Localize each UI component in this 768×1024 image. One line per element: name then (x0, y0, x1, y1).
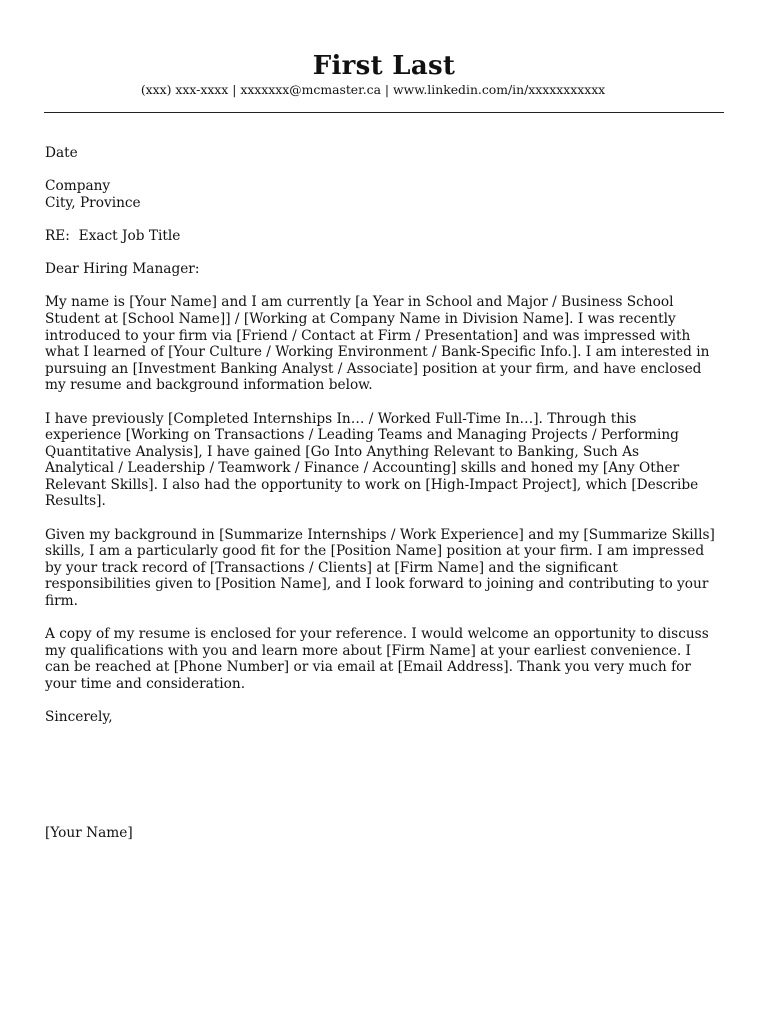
paragraph-line: Analytical / Leadership / Teamwork / Finance / Accounting] skills and honed my [Any Other (45, 460, 680, 477)
contact-line: (xxx) xxx-xxxx | xxxxxxx@mcmaster.ca | www.linkedin.com/in/xxxxxxxxxxx (140, 82, 606, 97)
paragraph-line: what I learned of [Your Culture / Working Environment / Bank-Specific Info.]. I am interested in (45, 344, 710, 361)
paragraph-line: Quantitative Analysis], I have gained [Go Into Anything Relevant to Banking, Such As (45, 443, 639, 460)
date-line: Date (45, 145, 78, 161)
paragraph-fit (45, 527, 735, 610)
signature-name: [Your Name] (45, 825, 133, 842)
paragraph-line: Student at [School Name]] / [Working at Company Name in Division Name]. I was recently (45, 310, 676, 327)
paragraph-line: A copy of my resume is enclosed for your reference. I would welcome an opportunity to discuss (45, 626, 709, 643)
paragraph-line: responsibilities given to [Position Name], and I look forward to joining and contributing to your (45, 576, 709, 593)
paragraph-line: my resume and background information below. (45, 377, 373, 394)
paragraph-line: my qualifications with you and learn more about [Firm Name] at your earliest convenience. I (45, 642, 691, 659)
paragraph-line: Given my background in [Summarize Internships / Work Experience] and my [Summarize Skills] (45, 526, 715, 543)
header-divider (44, 112, 724, 113)
paragraph-line: skills, I am a particularly good fit for the [Position Name] position at your firm. I am impressed (45, 543, 705, 560)
location-line: City, Province (45, 194, 141, 211)
paragraph-line: Relevant Skills]. I also had the opportunity to work on [High-Impact Project], which [Describe (45, 476, 699, 493)
paragraph-line: by your track record of [Transactions / Clients] at [Firm Name] and the significant (45, 559, 618, 576)
salutation: Dear Hiring Manager: (45, 261, 200, 278)
paragraph-experience (45, 411, 735, 511)
paragraph-closing (45, 626, 735, 692)
paragraph-line: I have previously [Completed Internships In… / Worked Full-Time In…]. Through this (45, 410, 637, 427)
applicant-name: First Last (312, 51, 456, 81)
paragraph-line: My name is [Your Name] and I am currently [a Year in School and Major / Business School (45, 294, 674, 311)
paragraph-intro (45, 294, 735, 394)
paragraph-line: can be reached at [Phone Number] or via email at [Email Address]. Thank you very much for (45, 659, 691, 676)
paragraph-line: introduced to your firm via [Friend / Contact at Firm / Presentation] and was impressed with (45, 327, 691, 344)
paragraph-line: firm. (45, 593, 79, 610)
letter-body (45, 145, 735, 842)
paragraph-line: your time and consideration. (45, 676, 246, 692)
paragraph-line: pursuing an [Investment Banking Analyst / Associate] position at your firm, and have enclosed (45, 360, 702, 377)
company-line: Company (45, 178, 111, 195)
closing-line: Sincerely, (45, 709, 113, 726)
paragraph-line: Results]. (45, 493, 106, 510)
subject-line: RE: Exact Job Title (45, 227, 181, 244)
paragraph-line: experience [Working on Transactions / Leading Teams and Managing Projects / Performing (45, 427, 679, 444)
